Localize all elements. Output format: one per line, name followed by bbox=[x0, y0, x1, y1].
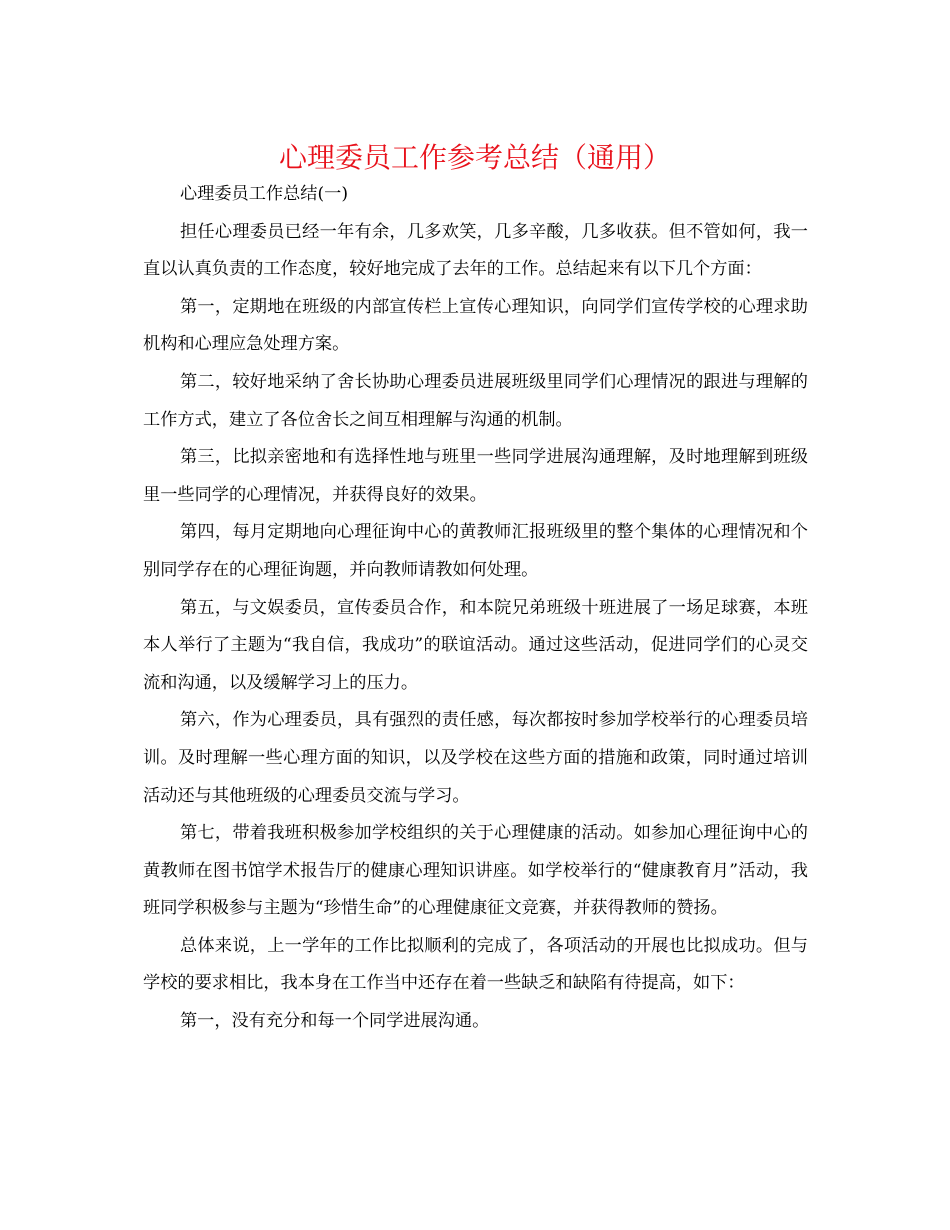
paragraph-point-6: 第六，作为心理委员，具有强烈的责任感，每次都按时参加学校举行的心理委员培训。及时理解一些心理方面的知识，以及学校在这些方面的措施和政策，同时通过培训活动还与其他班级的心理委员交流与学习。 bbox=[143, 710, 808, 806]
paragraph-subtitle: 心理委员工作总结(一) bbox=[179, 184, 349, 204]
paragraph-point-5: 第五，与文娱委员，宣传委员合作，和本院兄弟班级十班进展了一场足球赛，本班本人举行了主题为“我自信，我成功”的联谊活动。通过这些活动，促进同学们的心灵交流和沟通，以及缓解学习上的压力。 bbox=[143, 597, 808, 693]
paragraph-point-2: 第二，较好地采纳了舍长协助心理委员进展班级里同学们心理情况的跟进与理解的工作方式，建立了各位舍长之间互相理解与沟通的机制。 bbox=[143, 371, 808, 430]
paragraph-summary: 总体来说，上一学年的工作比拟顺利的完成了，各项活动的开展也比拟成功。但与学校的要求相比，我本身在工作当中还存在着一些缺乏和缺陷有待提高，如下： bbox=[143, 935, 808, 994]
paragraph-point-7: 第七，带着我班积极参加学校组织的关于心理健康的活动。如参加心理征询中心的黄教师在图书馆学术报告厅的健康心理知识讲座。如学校举行的“健康教育月”活动，我班同学积极参与主题为“珍惜生命”的心理健康征文竞赛，并获得教师的赞扬。 bbox=[143, 823, 808, 919]
paragraph-intro: 担任心理委员已经一年有余，几多欢笑，几多辛酸，几多收获。但不管如何，我一直以认真负责的工作态度，较好地完成了去年的工作。总结起来有以下几个方面： bbox=[143, 221, 808, 280]
paragraph-point-1: 第一，定期地在班级的内部宣传栏上宣传心理知识，向同学们宣传学校的心理求助机构和心理应急处理方案。 bbox=[143, 296, 808, 355]
document-title: 心理委员工作参考总结（通用） bbox=[278, 141, 671, 174]
document-body bbox=[143, 176, 808, 1041]
paragraph-point-4: 第四，每月定期地向心理征询中心的黄教师汇报班级里的整个集体的心理情况和个别同学存在的心理征询题，并向教师请教如何处理。 bbox=[143, 522, 808, 580]
paragraph-shortcoming-1: 第一，没有充分和每一个同学进展沟通。 bbox=[179, 1011, 490, 1032]
paragraph-point-3: 第三，比拟亲密地和有选择性地与班里一些同学进展沟通理解，及时地理解到班级里一些同学的心理情况，并获得良好的效果。 bbox=[143, 447, 808, 505]
